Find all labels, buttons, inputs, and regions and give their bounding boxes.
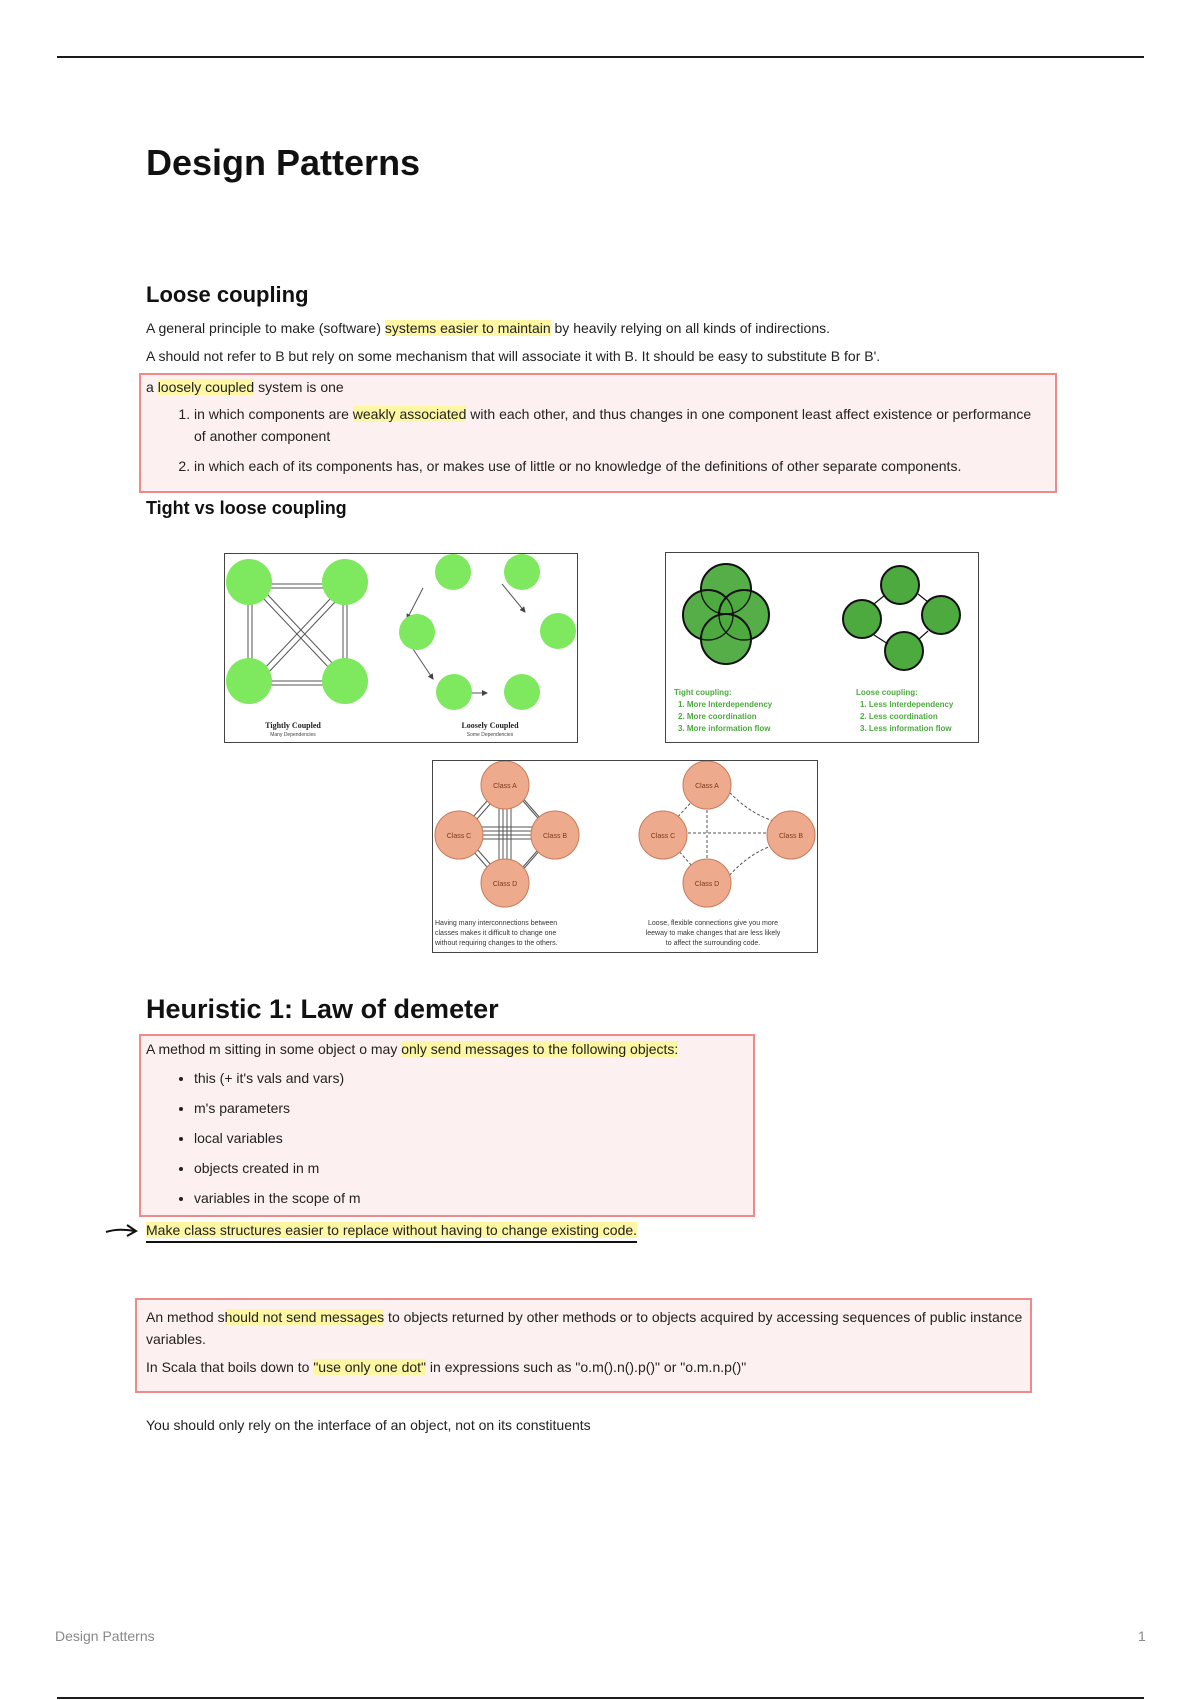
tight-list-item: 1. More Interdependency (678, 700, 773, 709)
tight-caption: Tightly Coupled (265, 721, 321, 730)
class-label: Class A (493, 783, 517, 790)
fig3-caption-line: without requiring changes to the others. (435, 940, 558, 947)
footer-title: Design Patterns (55, 1628, 155, 1644)
list-item: 1. in which components are weakly associated with each other, and thus changes in one component least affect existence or performance of another component (194, 403, 1044, 447)
arrow-icon (104, 1222, 140, 1240)
fig3-caption-line: classes makes it difficult to change one (435, 930, 557, 937)
tight-subcaption: Many Dependencies (270, 732, 316, 738)
list-item: • variables in the scope of m (194, 1187, 734, 1209)
class-label: Class B (778, 833, 804, 840)
page-title: Design Patterns (146, 142, 421, 183)
arrow-note: Make class structures easier to replace without having to change existing code. (146, 1220, 637, 1243)
highlight: systems easier to maintain (384, 320, 551, 336)
bottom-rule (57, 1697, 1144, 1699)
demeter-rule-text: An method should not send messages to objects returned by other methods or to objects acquired by accessing sequences of public instance variables. (146, 1309, 1023, 1347)
loose-list-item: 1. Less Interdependency (860, 700, 954, 709)
loose-coupling-title: Loose coupling: (856, 688, 918, 697)
loose-caption: Loosely Coupled (461, 721, 519, 730)
list-item: • m's parameters (194, 1097, 734, 1119)
fig3-caption-line: Loose, flexible connections give you more (648, 920, 778, 927)
demeter-bullet-list (194, 1067, 734, 1209)
list-item: • objects created in m (194, 1157, 734, 1179)
page-number: 1 (1138, 1628, 1146, 1644)
loose-coupling-callout (139, 373, 1057, 493)
fig3-caption-line: to affect the surrounding code. (665, 940, 761, 947)
substitution-paragraph: A should not refer to B but rely on some mechanism that will associate it with B. It should be easy to substitute B for B'. (146, 348, 881, 364)
tight-coupling-title: Tight coupling: (674, 688, 732, 697)
list-item: • this (+ it's vals and vars) (194, 1067, 734, 1089)
section-heading-law-of-demeter: Heuristic 1: Law of demeter (146, 994, 499, 1024)
closing-remark: You should only rely on the interface of an object, not on its constituents (146, 1417, 591, 1433)
loose-coupling-list (194, 403, 1044, 477)
loose-list-item: 2. Less coordination (860, 712, 938, 721)
loose-list-item: 3. Less information flow (860, 724, 952, 733)
class-label: Class D (694, 881, 720, 888)
fig3-caption-line: leeway to make changes that are less likely (645, 930, 781, 937)
subheading-tight-vs-loose: Tight vs loose coupling (146, 498, 347, 518)
figure-tight-loose-graph (224, 553, 578, 743)
fig3-caption-line: Having many interconnections between (435, 920, 558, 927)
demeter-callout (139, 1034, 755, 1217)
class-label: Class C (446, 833, 472, 840)
list-item: • local variables (194, 1127, 734, 1149)
class-label: Class C (650, 833, 676, 840)
class-label: Class A (695, 783, 719, 790)
loose-nodes (399, 554, 576, 710)
list-item: 2. in which each of its components has, or makes use of little or no knowledge of the definitions of other separate components. (194, 455, 1044, 477)
tight-list-item: 2. More coordination (678, 712, 757, 721)
section-heading-loose-coupling: Loose coupling (146, 282, 309, 307)
callout-intro: a loosely coupled system is one (146, 379, 344, 395)
scala-one-dot-text: In Scala that boils down to "use only one dot" in expressions such as "o.m().n().p()" or "o.m.n.p()" (146, 1359, 747, 1375)
demeter-rule-callout (135, 1298, 1032, 1393)
figure-class-coupling (432, 760, 818, 953)
loose-coupling-definition: A general principle to make (software) systems easier to maintain by heavily relying on all kinds of indirections. (146, 320, 830, 336)
class-label: Class D (492, 881, 518, 888)
demeter-intro: A method m sitting in some object o may only send messages to the following objects: (146, 1041, 679, 1057)
tight-list-item: 3. More information flow (678, 724, 771, 733)
top-rule (57, 56, 1144, 58)
class-label: Class B (542, 833, 568, 840)
figure-coupling-circles (665, 552, 979, 743)
loose-subcaption: Some Dependencies (466, 732, 514, 738)
